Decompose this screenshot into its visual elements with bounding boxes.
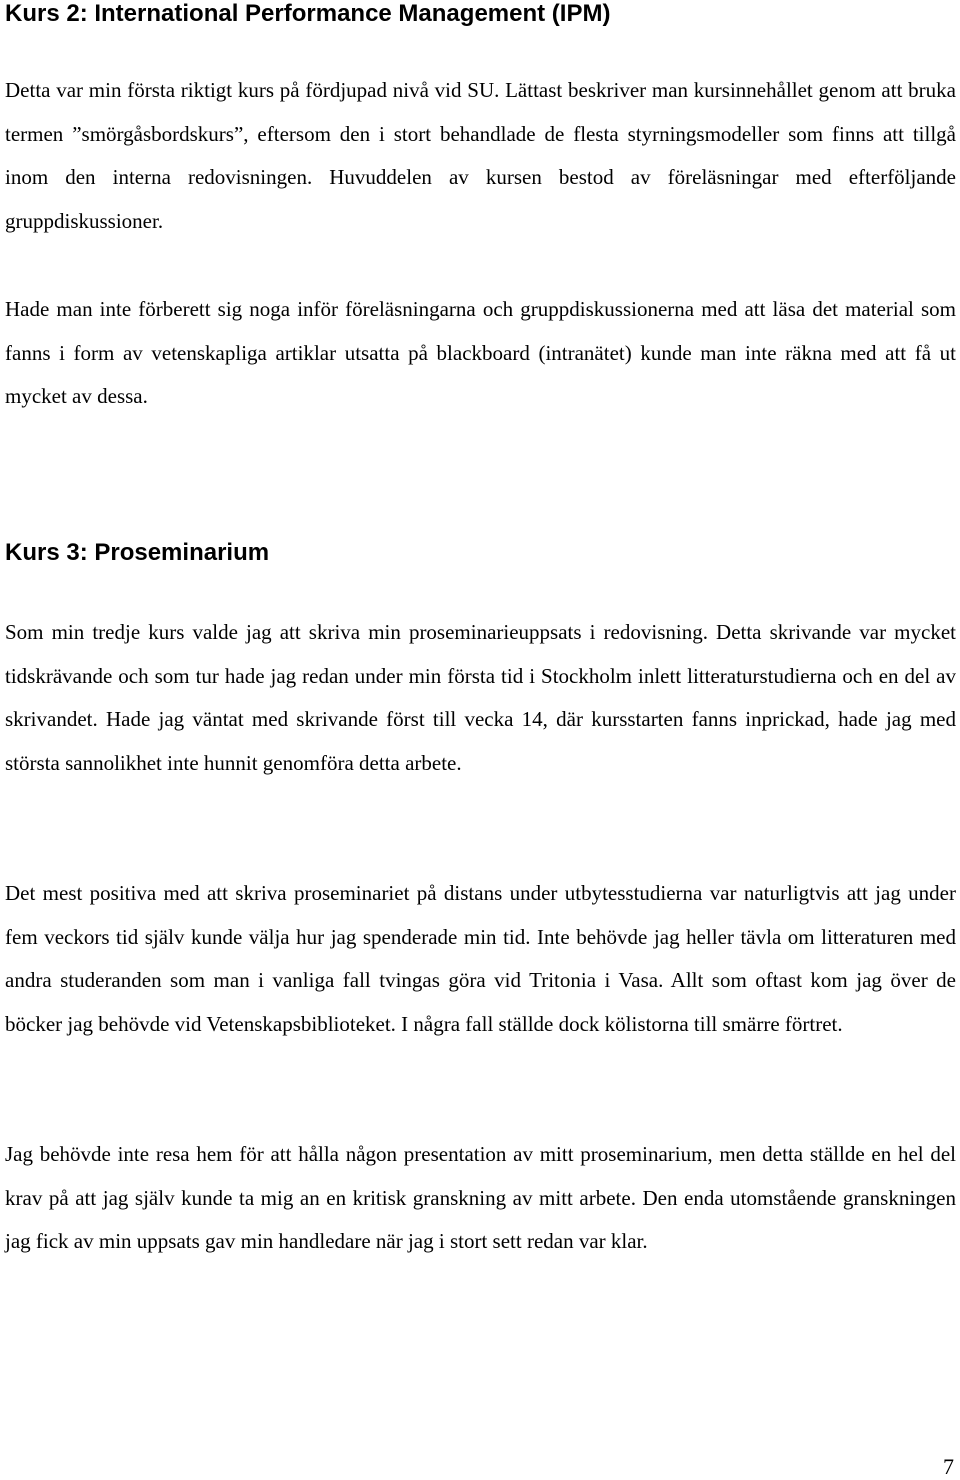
paragraph-proseminarium-positive: Det mest positiva med att skriva proseminariet på distans under utbytesstudierna var naturligtvis att jag under fem veckors tid själv kunde välja hur jag spenderade min tid. Inte behövde jag heller tävla om litteraturen med andra studeranden som man i vanliga fall tvingas göra vid Tritonia i Vasa. Allt som oftast kom jag över de böcker jag behövde vid Vetenskapsbiblioteket. I några fall ställde dock kölistorna till smärre förtret. [5,881,956,1036]
page-number: 7 [943,1454,954,1479]
section-heading-ipm: Kurs 2: International Performance Management (IPM) [5,0,611,27]
paragraph-ipm-intro: Detta var min första riktigt kurs på fördjupad nivå vid SU. Lättast beskriver man kursinnehållet genom att bruka termen ”smörgåsbordskurs”, eftersom den i stort behandlade de flesta styrningsmodeller som finns att tillgå inom den interna redovisningen. Huvuddelen av kursen bestod av föreläsningar med efterföljande gruppdiskussioner. [5,78,956,233]
paragraph-ipm-preparation: Hade man inte förberett sig noga inför föreläsningarna och gruppdiskussionerna med att läsa det material som fanns i form av vetenskapliga artiklar utsatta på blackboard (intranätet) kunde man inte räkna med att få ut mycket av dessa. [5,297,956,408]
paragraph-proseminarium-intro: Som min tredje kurs valde jag att skriva min proseminarieuppsats i redovisning. Detta skrivande var mycket tidskrävande och som tur hade jag redan under min första tid i Stockholm inlett litteraturstudierna och en del av skrivandet. Hade jag väntat med skrivande först till vecka 14, där kursstarten fanns inprickad, hade jag med största sannolikhet inte hunnit genomföra detta arbete. [5,620,956,775]
section-heading-proseminarium: Kurs 3: Proseminarium [5,539,270,566]
paragraph-proseminarium-review: Jag behövde inte resa hem för att hålla någon presentation av mitt proseminarium, men detta ställde en hel del krav på att jag själv kunde ta mig an en kritisk granskning av mitt arbete. Den enda utomstående granskningen jag fick av min uppsats gav min handledare när jag i stort sett redan var klar. [5,1142,956,1253]
